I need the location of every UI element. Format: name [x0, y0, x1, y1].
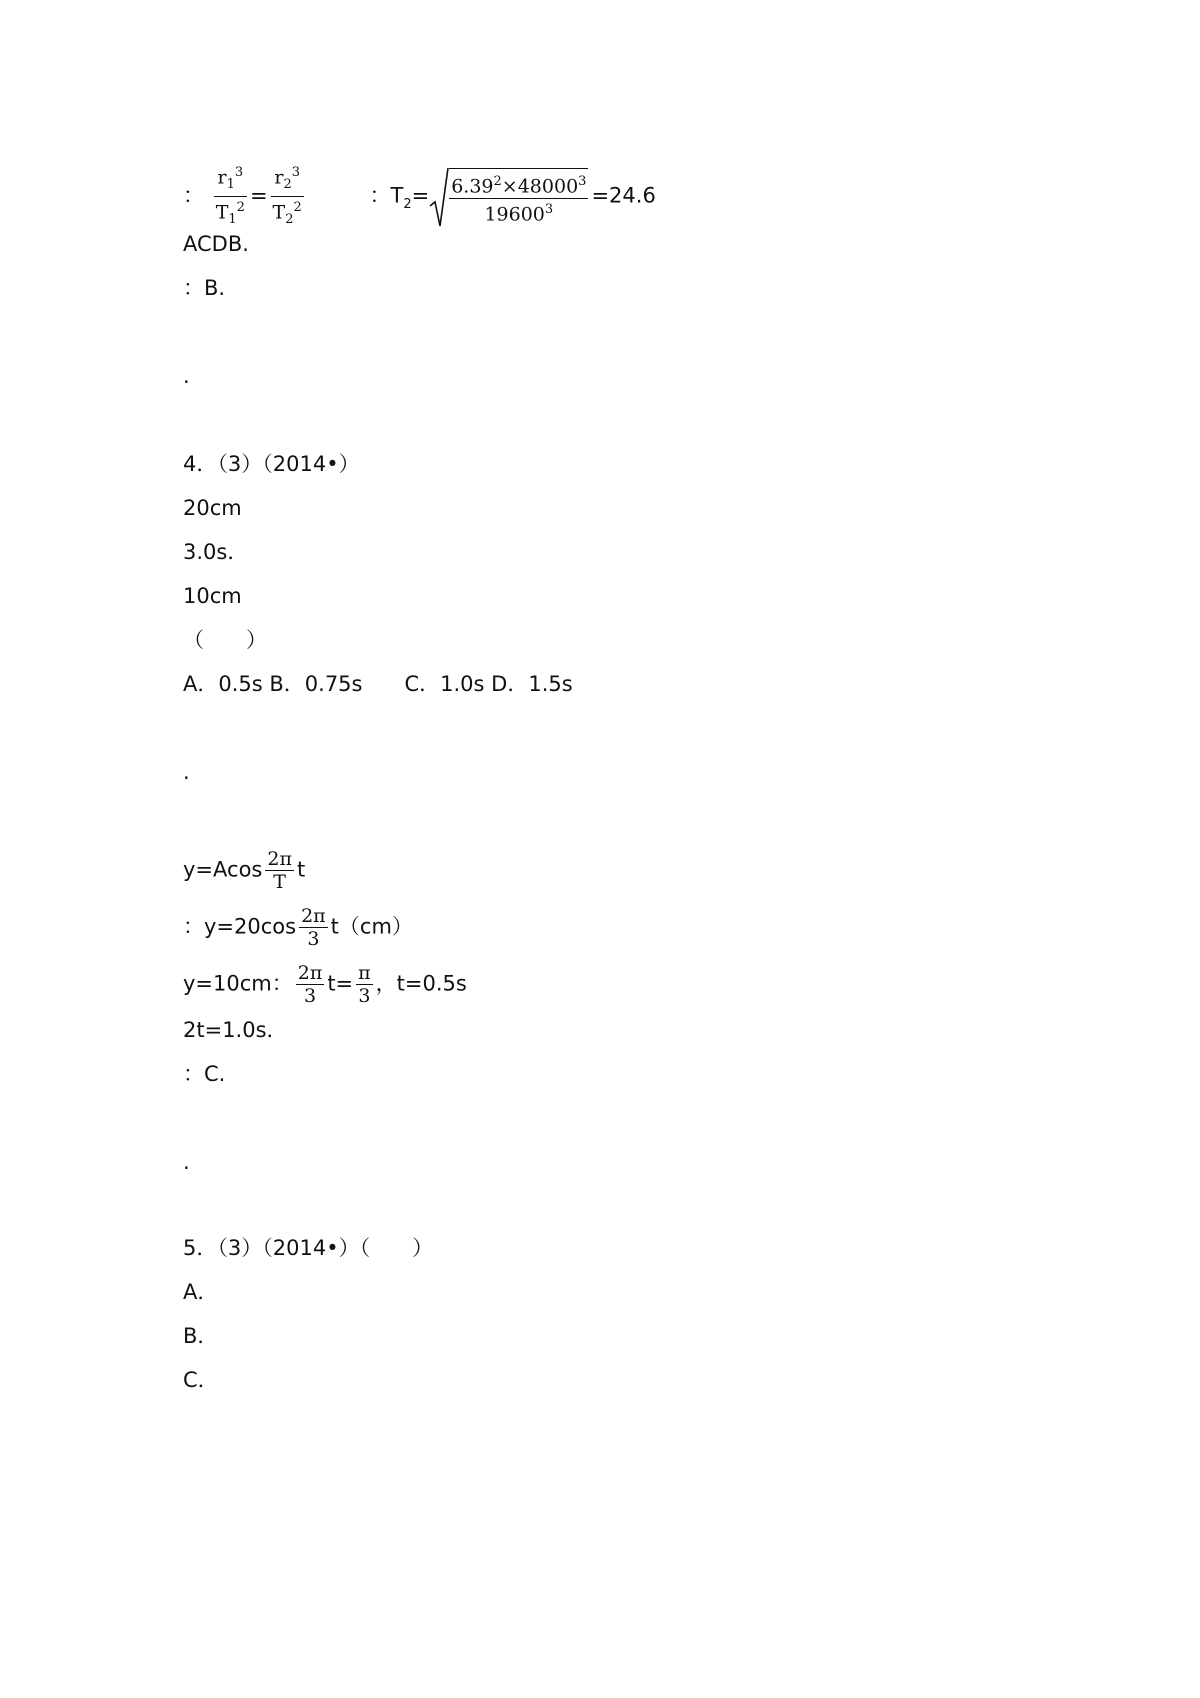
sqrt-expression: [429, 166, 591, 228]
sqrt-num-power: 2: [493, 174, 502, 190]
q4-height-diff: 10cm: [183, 584, 242, 608]
q4-fraction-lhs: [296, 962, 325, 1007]
q4-answer-line-4: [183, 962, 467, 1007]
q4-rhs-num: π: [358, 962, 371, 984]
q4-stem-line-1: [183, 450, 360, 478]
frac-t1-index: 1: [228, 212, 237, 228]
frac-r1-index: 1: [226, 177, 235, 193]
q4-comment-line-2: .: [183, 1150, 190, 1174]
q3-answer-line: [183, 162, 656, 231]
q4-options: A．0.5s B．0.75s C．1.0s D．1.5s: [183, 672, 573, 696]
frac-t2-index: 2: [285, 212, 294, 228]
frac-r1: r: [217, 166, 227, 189]
q3-choice-line: ：B.: [183, 276, 226, 300]
q4-amplitude: 20cm: [183, 496, 242, 520]
sqrt-num2-power: 3: [578, 174, 587, 190]
q4-rhs-den: 3: [358, 985, 371, 1007]
q3-conclusion-part-3: .: [242, 232, 249, 256]
q4-stem-line-4: [183, 582, 242, 610]
q4-frac3-num: 2π: [301, 905, 326, 927]
q4-choice-line: ：C.: [183, 1062, 226, 1086]
q4-stem-line-5: （ ）: [183, 628, 267, 652]
q4-score: （3: [217, 452, 242, 476]
q4-score-close: ）: [241, 452, 263, 476]
kepler-equals: =: [249, 183, 268, 208]
times-sign: ×: [501, 175, 518, 198]
q5-source: （2014•: [262, 1236, 339, 1260]
kepler-fraction-right: [271, 162, 304, 231]
frac-t1-power: 2: [236, 200, 245, 216]
q5-option-a: A．: [183, 1280, 219, 1304]
q4-fraction-rhs: [356, 962, 373, 1007]
q5-source-close: ）: [338, 1236, 360, 1260]
q4-substitute-text: ：y=20cos: [183, 914, 297, 939]
sqrt-num2-base: 48000: [517, 175, 579, 198]
q3-comment-line-2: .: [183, 364, 190, 388]
q5-number: 5．: [183, 1236, 218, 1260]
frac-r2-index: 2: [283, 177, 292, 193]
q3-conclusion-acd: ACD: [183, 232, 228, 256]
frac-t2: T: [272, 201, 286, 224]
q5-score: （3: [217, 1236, 242, 1260]
kepler-fraction-left: [214, 162, 247, 231]
q4-answer-line-2: [183, 848, 305, 893]
q4-var-t: t: [296, 857, 306, 882]
q4-analysis-line-2: .: [183, 760, 190, 784]
q4-frac-den: T: [273, 871, 286, 893]
q5-option-b: B．: [183, 1324, 219, 1348]
q4-frac-num: 2π: [267, 848, 292, 870]
q4-fraction-2pi-3: [299, 905, 328, 950]
frac-r2-power: 3: [291, 165, 300, 180]
q4-lhs-den: 3: [303, 985, 317, 1007]
q4-number: 4．: [183, 452, 218, 476]
sqrt-den-power: 3: [544, 201, 554, 217]
q4-unit-cm: t（cm）: [330, 914, 413, 939]
q5-score-close: ）: [241, 1236, 263, 1260]
q3-conclusion-line: [183, 230, 249, 258]
frac-r1-power: 3: [234, 165, 244, 180]
q4-period: 3.0s．: [183, 540, 249, 564]
sqrt-num-base: 6.39: [451, 175, 494, 198]
t2-equals: =: [411, 183, 430, 208]
q4-stem-line-3: [183, 538, 248, 566]
q4-stem-line-2: [183, 494, 242, 522]
q4-fraction-2pi-t: [265, 848, 294, 893]
q3-conclusion-b: B: [227, 232, 243, 256]
q4-source: （2014•: [262, 452, 339, 476]
q5-stem-line: [183, 1234, 433, 1262]
t2-result: =24.6: [591, 183, 656, 208]
q4-t-eq: t=: [327, 971, 354, 996]
frac-t2-power: 2: [293, 200, 302, 216]
t2-label: T: [390, 183, 404, 208]
q4-answer-line-3: [183, 905, 413, 950]
q5-stem: （ ）: [359, 1236, 434, 1260]
q5-option-c: C．: [183, 1368, 219, 1392]
sqrt-icon: [429, 166, 449, 228]
q4-when-y: y=10cm: [183, 971, 272, 996]
q4-frac3-den: 3: [307, 928, 320, 950]
q4-solve-text: ：: [271, 971, 293, 996]
frac-r2: r: [274, 166, 284, 189]
get-label: ：: [369, 183, 391, 208]
q4-source-close: ）: [338, 452, 360, 476]
sqrt-den-base: 19600: [484, 202, 545, 225]
q4-conclusion-value: 2t=1.0s．: [183, 1018, 288, 1042]
q4-answer-line-5: [183, 1016, 288, 1044]
q3-answer-separator: ：: [183, 183, 204, 208]
t2-index: 2: [403, 196, 412, 212]
sqrt-fraction: [449, 168, 588, 225]
frac-t1: T: [215, 201, 229, 224]
q4-lhs-num: 2π: [297, 962, 323, 984]
q4-equation-general: y=Acos: [183, 857, 263, 882]
q4-t-value: ，t=0.5s: [375, 971, 467, 996]
